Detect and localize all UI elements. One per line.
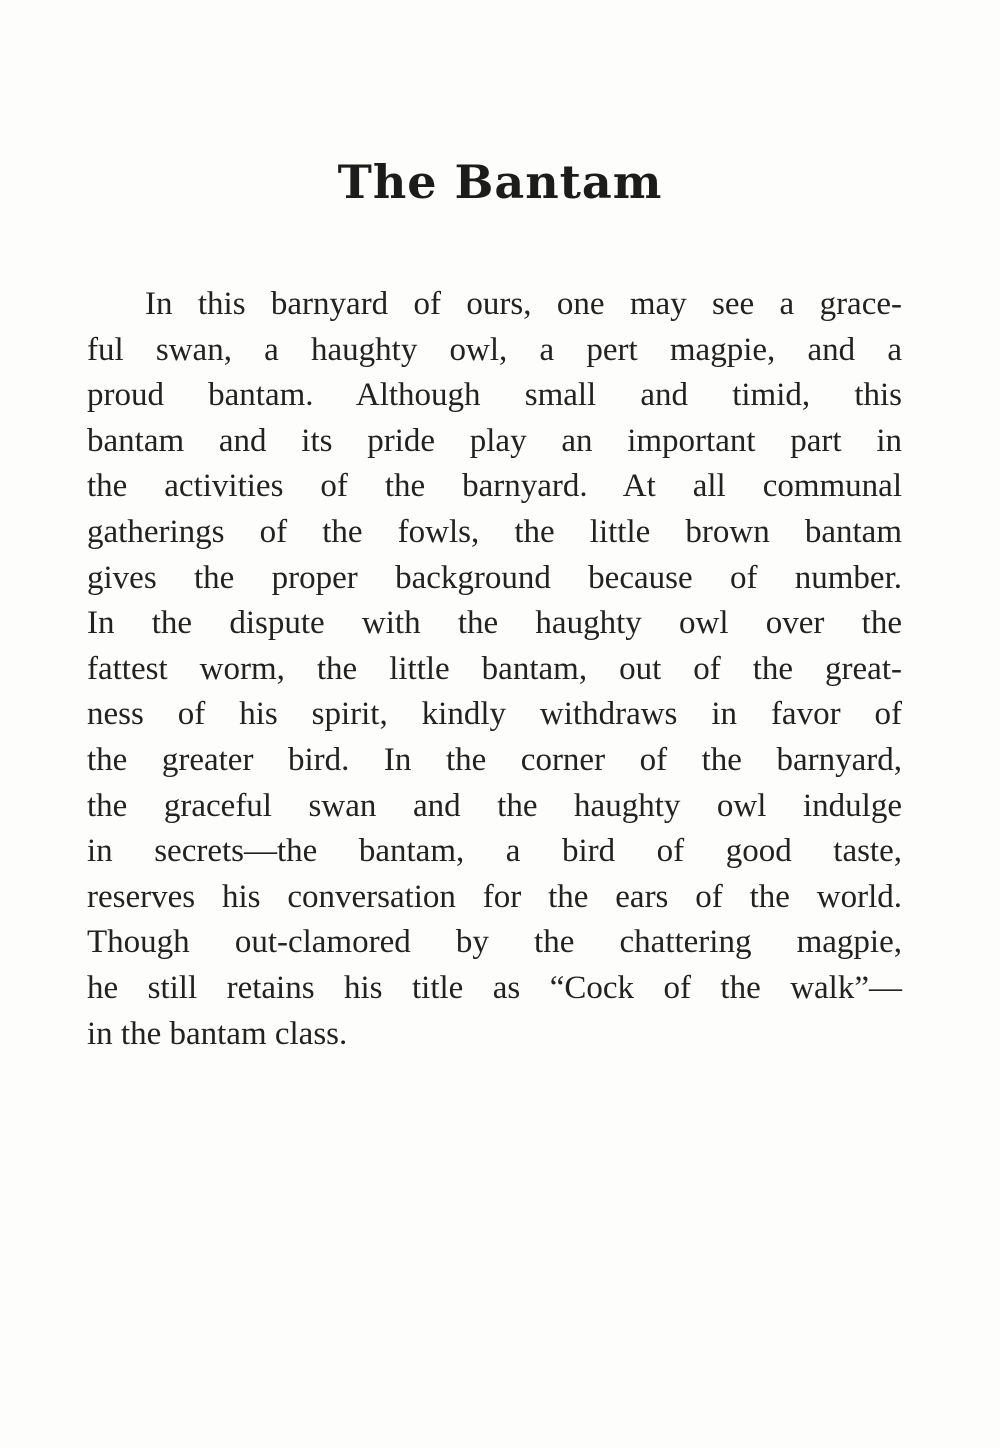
- paragraph-line: bantam and its pride play an important part in: [87, 422, 902, 459]
- paragraph-line: In this barnyard of ours, one may see a grace-: [145, 286, 902, 322]
- paragraph-line: ful swan, a haughty owl, a pert magpie, and a: [87, 331, 902, 368]
- paragraph-line: the greater bird. In the corner of the barnyard,: [87, 741, 902, 778]
- page-title: The Bantam: [337, 155, 663, 209]
- paragraph-line: ness of his spirit, kindly withdraws in favor of: [87, 696, 902, 733]
- paragraph-line: reserves his conversation for the ears of the world.: [87, 878, 902, 915]
- paragraph-line: fattest worm, the little bantam, out of the great-: [87, 650, 902, 687]
- paragraph-line: the graceful swan and the haughty owl indulge: [87, 787, 902, 824]
- paragraph-line: in the bantam class.: [87, 1015, 348, 1052]
- paragraph-line: Though out-clamored by the chattering magpie,: [87, 924, 902, 961]
- body-paragraph: [87, 282, 902, 1057]
- paragraph-line: In the dispute with the haughty owl over the: [87, 605, 902, 642]
- paragraph-line: gatherings of the fowls, the little brown bantam: [87, 513, 902, 550]
- paragraph-line: gives the proper background because of number.: [87, 559, 902, 596]
- paragraph-line: he still retains his title as “Cock of the walk”—: [87, 969, 902, 1006]
- paragraph-line: proud bantam. Although small and timid, this: [87, 377, 902, 414]
- paragraph-line: in secrets—the bantam, a bird of good taste,: [87, 833, 902, 870]
- paragraph-line: the activities of the barnyard. At all communal: [87, 468, 902, 505]
